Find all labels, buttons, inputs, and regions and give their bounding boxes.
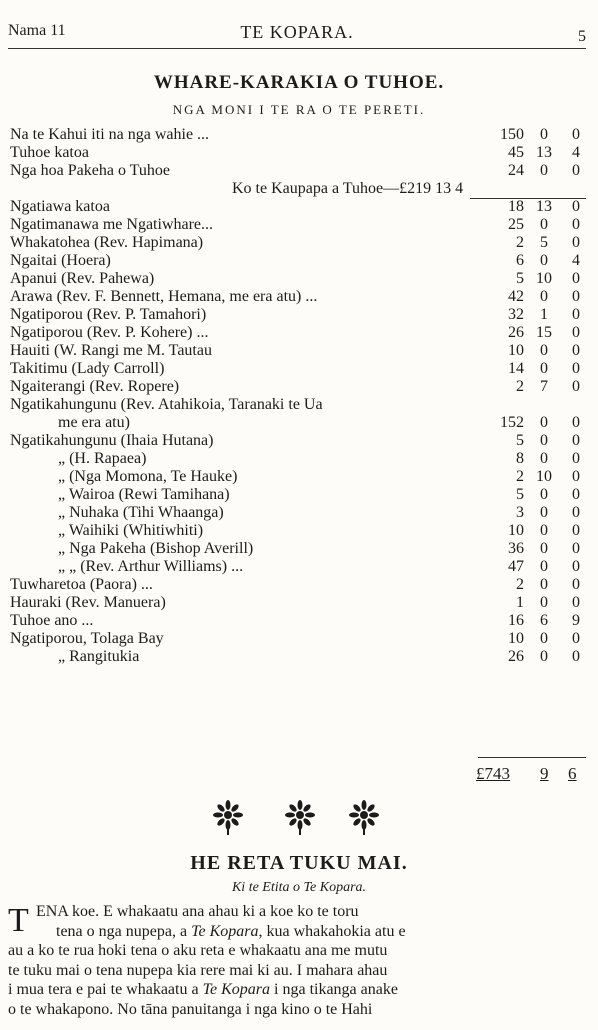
pounds-cell: 152 (500, 414, 524, 431)
pence-cell: 0 (572, 162, 580, 179)
table-row (10, 270, 588, 288)
shillings-cell: 0 (540, 558, 548, 575)
total-pence: 6 (568, 764, 577, 783)
table-row (10, 324, 588, 342)
shillings-cell: 0 (540, 504, 548, 521)
shillings-cell: 13 (536, 144, 552, 161)
pounds-cell: 8 (516, 450, 524, 467)
pence-cell: 0 (572, 594, 580, 611)
table-row (10, 540, 588, 558)
pounds-cell: 2 (516, 378, 524, 395)
total-shillings: 9 (540, 764, 549, 783)
row-label: Ngatiporou (Rev. P. Kohere) ... (10, 324, 209, 341)
table-row (10, 216, 588, 234)
publication-title: TE KOPARA. (240, 22, 354, 42)
pence-cell: 0 (572, 198, 580, 215)
table-row (10, 252, 588, 270)
section-title: WHARE-KARAKIA O TUHOE. (153, 72, 445, 93)
row-label: Nga hoa Pakeha o Tuhoe (10, 162, 170, 179)
shillings-cell: 0 (540, 342, 548, 359)
pence-cell: 4 (572, 144, 580, 161)
pounds-cell: 2 (516, 576, 524, 593)
table-row (10, 198, 588, 216)
row-label: „ „ (Rev. Arthur Williams) ... (58, 558, 244, 575)
shillings-cell: 0 (540, 126, 548, 143)
table-row (10, 432, 588, 450)
table-row (10, 162, 588, 180)
pence-cell: 4 (572, 252, 580, 269)
pounds-cell: 3 (516, 504, 524, 521)
shillings-cell: 7 (540, 378, 548, 395)
shillings-cell: 0 (540, 630, 548, 647)
table-row (10, 504, 588, 522)
table-row (10, 648, 588, 666)
table-row (10, 360, 588, 378)
table-row (10, 378, 588, 396)
pence-cell: 0 (572, 540, 580, 557)
pence-cell: 0 (572, 576, 580, 593)
pence-cell: 0 (572, 432, 580, 449)
total-rule-top (478, 757, 586, 758)
pence-cell: 0 (572, 306, 580, 323)
row-label: Ngatiporou (Rev. P. Tamahori) (10, 306, 207, 323)
row-label: Tuhoe katoa (10, 144, 89, 161)
row-label: Hauraki (Rev. Manuera) (10, 594, 166, 611)
page-number: 5 (578, 28, 586, 45)
pence-cell: 0 (572, 216, 580, 233)
shillings-cell: 0 (540, 252, 548, 269)
table-row (10, 486, 588, 504)
shillings-cell: 13 (536, 198, 552, 215)
subtotal-row (10, 180, 588, 198)
letter-line: ENA koe. E whakaatu ana ahau ki a koe ko te toru (36, 903, 359, 920)
pounds-cell: 10 (508, 630, 524, 647)
row-label: Ngaitai (Hoera) (10, 252, 111, 269)
pounds-cell: 150 (500, 126, 524, 143)
table-row (10, 414, 588, 432)
pence-cell: 0 (572, 342, 580, 359)
row-label: Takitimu (Lady Carroll) (10, 360, 165, 377)
row-label: „ Waihiki (Whitiwhiti) (58, 522, 204, 539)
pounds-cell: 5 (516, 432, 524, 449)
row-label: Ngatiawa katoa (10, 198, 110, 215)
shillings-cell: 0 (540, 540, 548, 557)
shillings-cell: 0 (540, 162, 548, 179)
shillings-cell: 0 (540, 576, 548, 593)
pounds-cell: 45 (508, 144, 524, 161)
shillings-cell: 0 (540, 288, 548, 305)
row-label: me era atu) (58, 414, 130, 431)
row-label: Ko te Kaupapa a Tuhoe—£219 13 4 (232, 180, 464, 197)
pounds-cell: 47 (508, 558, 524, 575)
table-row (10, 234, 588, 252)
pence-cell: 0 (572, 270, 580, 287)
row-label: Ngatikahungunu (Ihaia Hutana) (10, 432, 214, 449)
pence-cell: 0 (572, 234, 580, 251)
subtotal-rule (470, 198, 586, 199)
shillings-cell: 1 (540, 306, 548, 323)
row-label: Whakatohea (Rev. Hapimana) (10, 234, 204, 251)
pence-cell: 0 (572, 522, 580, 539)
shillings-cell: 0 (540, 522, 548, 539)
pounds-cell: 5 (516, 486, 524, 503)
pounds-cell: 24 (508, 162, 524, 179)
flower-ornament-icon (280, 800, 320, 836)
shillings-cell: 10 (536, 270, 552, 287)
flower-ornament-icon (208, 800, 248, 836)
shillings-cell: 0 (540, 450, 548, 467)
pence-cell: 0 (572, 450, 580, 467)
row-label: „ Rangitukia (58, 648, 140, 665)
header-rule (8, 48, 586, 49)
letter-body (8, 902, 588, 1019)
ornament-row (0, 800, 598, 840)
table-row (10, 630, 588, 648)
letter-subtitle: Ki te Etita o Te Kopara. (231, 880, 367, 895)
table-row (10, 558, 588, 576)
pence-cell: 0 (572, 324, 580, 341)
letter-line: tena o nga nupepa, a Te Kopara, kua whakahokia atu e (56, 922, 406, 940)
pounds-cell: 2 (516, 468, 524, 485)
letter-line: te tuku mai o tena nupepa kia rere mai ki au. I mahara ahau (8, 961, 388, 979)
shillings-cell: 0 (540, 432, 548, 449)
total-pounds: £743 (476, 764, 510, 783)
pence-cell: 0 (572, 360, 580, 377)
shillings-cell: 15 (536, 324, 552, 341)
letter-line: o te whakapono. No tāna panuitanga i nga kino o te Hahi (8, 1000, 373, 1018)
row-label: Hauiti (W. Rangi me M. Tautau (10, 342, 212, 359)
table-row (10, 306, 588, 324)
row-label: Na te Kahui iti na nga wahie ... (10, 126, 210, 143)
section-subtitle: NGA MONI I TE RA O TE PERETI. (172, 102, 426, 117)
row-label: „ Nga Pakeha (Bishop Averill) (58, 540, 254, 557)
pence-cell: 0 (572, 648, 580, 665)
pounds-cell: 10 (508, 342, 524, 359)
pence-cell: 0 (572, 378, 580, 395)
pounds-cell: 1 (516, 594, 524, 611)
pence-cell: 0 (572, 126, 580, 143)
letter-line: au a ko te rua hoki tena o aku reta e whakaatu ana me mutu (8, 942, 388, 959)
pounds-cell: 6 (516, 252, 524, 269)
grand-total (468, 764, 586, 788)
pounds-cell: 42 (508, 288, 524, 305)
row-label: Ngatiporou, Tolaga Bay (10, 630, 164, 647)
table-row (10, 144, 588, 162)
pounds-cell: 14 (508, 360, 524, 377)
shillings-cell: 0 (540, 414, 548, 431)
pounds-cell: 26 (508, 324, 524, 341)
pounds-cell: 26 (508, 648, 524, 665)
shillings-cell: 6 (540, 612, 548, 629)
shillings-cell: 5 (540, 234, 548, 251)
pounds-cell: 5 (516, 270, 524, 287)
table-row (10, 288, 588, 306)
pounds-cell: 16 (508, 612, 524, 629)
pence-cell: 0 (572, 504, 580, 521)
table-row (10, 468, 588, 486)
shillings-cell: 0 (540, 360, 548, 377)
shillings-cell: 10 (536, 468, 552, 485)
shillings-cell: 0 (540, 216, 548, 233)
pence-cell: 0 (572, 288, 580, 305)
table-row (10, 126, 588, 144)
shillings-cell: 0 (540, 648, 548, 665)
row-label: Ngaiterangi (Rev. Ropere) (10, 378, 180, 395)
pence-cell: 9 (572, 612, 580, 629)
table-row (10, 594, 588, 612)
pounds-cell: 32 (508, 306, 524, 323)
pounds-cell: 18 (508, 198, 524, 215)
row-label: Arawa (Rev. F. Bennett, Hemana, me era atu) ... (10, 288, 318, 305)
pounds-cell: 10 (508, 522, 524, 539)
row-label: Tuhoe ano ... (10, 612, 94, 629)
table-row (10, 342, 588, 360)
row-label: Tuwharetoa (Paora) ... (10, 576, 153, 593)
table-row (10, 450, 588, 468)
pence-cell: 0 (572, 468, 580, 485)
shillings-cell: 0 (540, 486, 548, 503)
letter-line: i mua tera e pai te whakaatu a Te Kopara i nga tikanga anake (8, 981, 398, 998)
donation-table (10, 126, 588, 666)
row-label: „ Nuhaka (Tihi Whaanga) (58, 504, 224, 521)
row-label: „ (H. Rapaea) (58, 450, 147, 467)
table-row (10, 576, 588, 594)
drop-cap: T (8, 902, 29, 939)
pounds-cell: 2 (516, 234, 524, 251)
pounds-cell: 36 (508, 540, 524, 557)
issue-number: Nama 11 (8, 22, 66, 39)
pounds-cell: 25 (508, 216, 524, 233)
pence-cell: 0 (572, 630, 580, 647)
row-label: Ngatimanawa me Ngatiwhare... (10, 216, 214, 233)
row-label: „ (Nga Momona, Te Hauke) (58, 468, 238, 485)
row-label: „ Wairoa (Rewi Tamihana) (58, 486, 230, 503)
pence-cell: 0 (572, 414, 580, 431)
flower-ornament-icon (344, 800, 384, 836)
row-label: Ngatikahungunu (Rev. Atahikoia, Taranaki te Ua (10, 396, 323, 413)
page-header (8, 22, 586, 46)
letter-title: HE RETA TUKU MAI. (190, 852, 408, 874)
shillings-cell: 0 (540, 594, 548, 611)
table-row (10, 612, 588, 630)
row-label: Apanui (Rev. Pahewa) (10, 270, 155, 287)
pence-cell: 0 (572, 558, 580, 575)
table-row (10, 522, 588, 540)
table-row (10, 396, 588, 414)
pence-cell: 0 (572, 486, 580, 503)
